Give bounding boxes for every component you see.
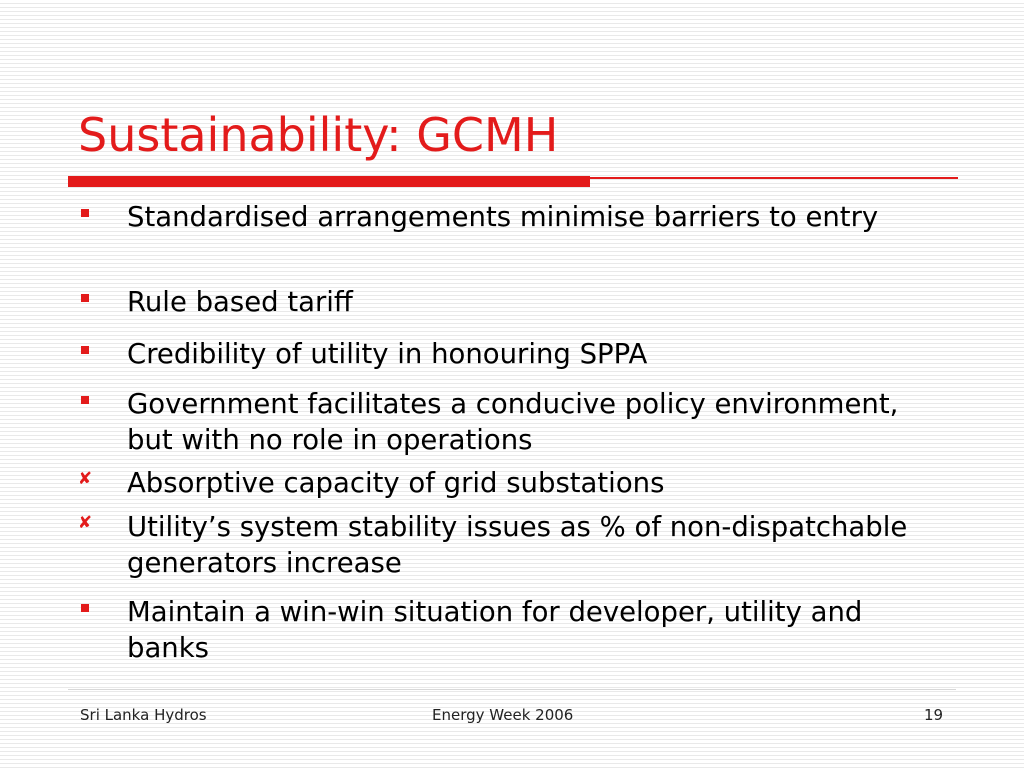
square-bullet-icon <box>77 340 93 360</box>
square-bullet-icon <box>77 203 93 223</box>
bullet-text: Absorptive capacity of grid substations <box>127 467 665 499</box>
square-bullet-icon <box>77 390 93 410</box>
bullet-text: Rule based tariff <box>127 286 353 318</box>
footer-presentation-title: Sri Lanka Hydros <box>80 706 207 724</box>
footer-page-number: 19 <box>924 706 944 724</box>
bullet-text: Credibility of utility in honouring SPPA <box>127 338 648 370</box>
cross-bullet-icon: ✘ <box>77 469 93 489</box>
slide-title: Sustainability: GCMH <box>78 108 559 162</box>
footer-divider <box>68 689 956 690</box>
square-bullet-icon <box>77 288 93 308</box>
square-bullet-icon <box>77 598 93 618</box>
footer-event-name: Energy Week 2006 <box>432 706 574 724</box>
bullet-text: Utility’s system stability issues as % of non-dispatchable generators increase <box>127 511 908 579</box>
cross-bullet-icon: ✘ <box>77 513 93 533</box>
bullet-text: Maintain a win-win situation for developer, utility and banks <box>127 596 863 664</box>
bullet-text: Standardised arrangements minimise barriers to entry <box>127 201 879 233</box>
bullet-text: Government facilitates a conducive policy environment, but with no role in operations <box>127 388 899 456</box>
